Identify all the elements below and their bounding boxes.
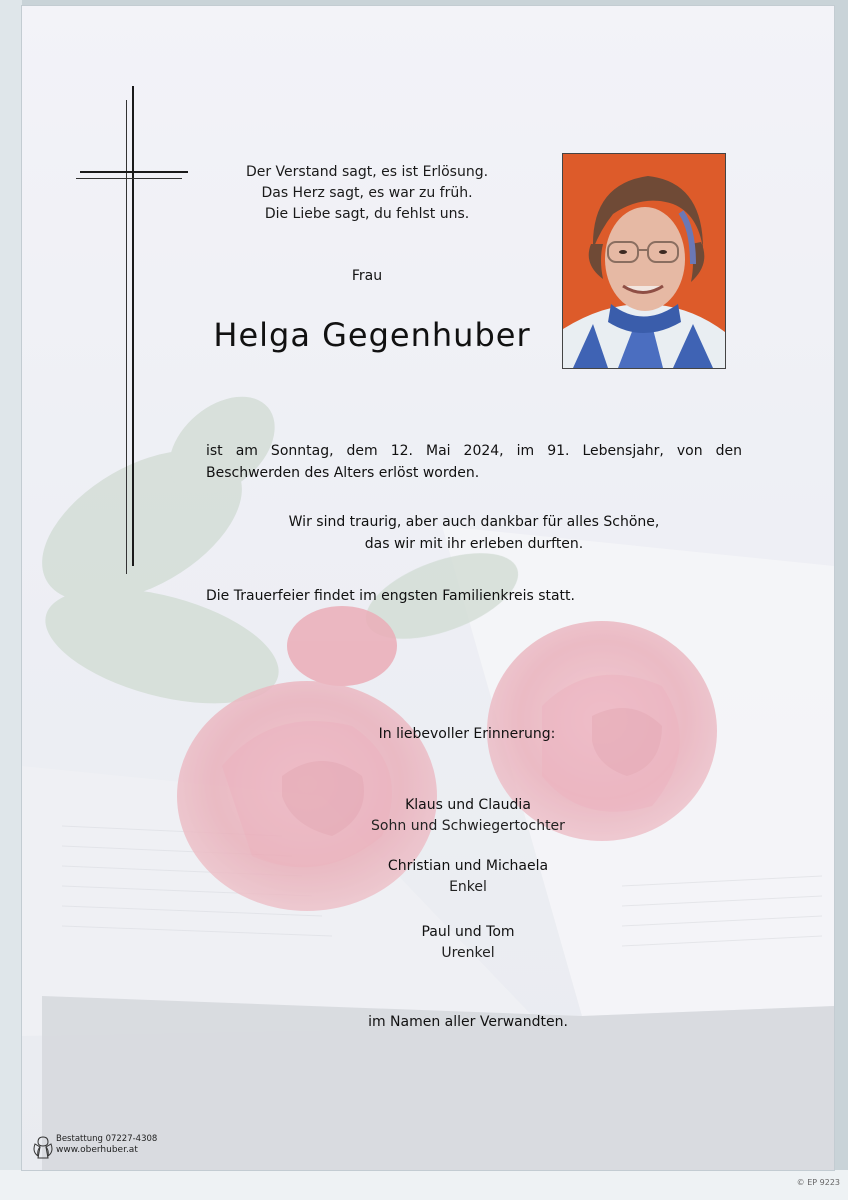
funeral-home-logo [32, 1134, 182, 1164]
funeral-home-website[interactable]: www.oberhuber.at [56, 1145, 138, 1155]
mourner-relation: Sohn und Schwiegertochter [371, 818, 565, 834]
gratitude-text [206, 511, 742, 555]
poem-line: Der Verstand sagt, es ist Erlösung. [245, 164, 489, 180]
closing-line: im Namen aller Verwandten. [368, 1014, 568, 1030]
poem-line: Das Herz sagt, es war zu früh. [261, 185, 473, 201]
bottom-border [0, 1170, 848, 1200]
poem [202, 162, 532, 225]
mourner-group [318, 856, 618, 898]
deceased-name: Helga Gegenhuber [213, 316, 531, 354]
cross-vertical-bar [132, 86, 134, 566]
gratitude-line: das wir mit ihr erleben durften. [364, 536, 584, 552]
remembrance-heading: In liebevoller Erinnerung: [378, 726, 556, 742]
mourner-group [318, 795, 618, 837]
left-border [0, 0, 22, 1200]
obituary-card [22, 6, 834, 1170]
cross-horizontal-line [76, 178, 182, 179]
mourner-names: Klaus und Claudia [405, 797, 531, 813]
portrait-photo [562, 153, 726, 369]
mourner-relation: Urenkel [441, 945, 495, 961]
mourner-relation: Enkel [449, 879, 487, 895]
cross-horizontal-bar [80, 171, 188, 173]
mourner-names: Christian und Michaela [387, 858, 549, 874]
gratitude-line: Wir sind traurig, aber auch dankbar für alles Schöne, [288, 514, 660, 530]
funeral-note: Die Trauerfeier findet im engsten Familienkreis statt. [206, 588, 575, 604]
salutation: Frau [351, 268, 383, 284]
funeral-home-text [56, 1134, 157, 1156]
mourner-group [318, 922, 618, 964]
death-announcement: ist am Sonntag, dem 12. Mai 2024, im 91. Lebensjahr, von den Beschwerden des Alters erlöst worden. [206, 443, 742, 481]
angel-icon [32, 1134, 54, 1160]
funeral-home-contact: Bestattung 07227-4308 [56, 1134, 158, 1144]
poem-line: Die Liebe sagt, du fehlst uns. [264, 206, 470, 222]
template-code: © EP 9223 [796, 1178, 840, 1187]
mourner-names: Paul und Tom [421, 924, 515, 940]
